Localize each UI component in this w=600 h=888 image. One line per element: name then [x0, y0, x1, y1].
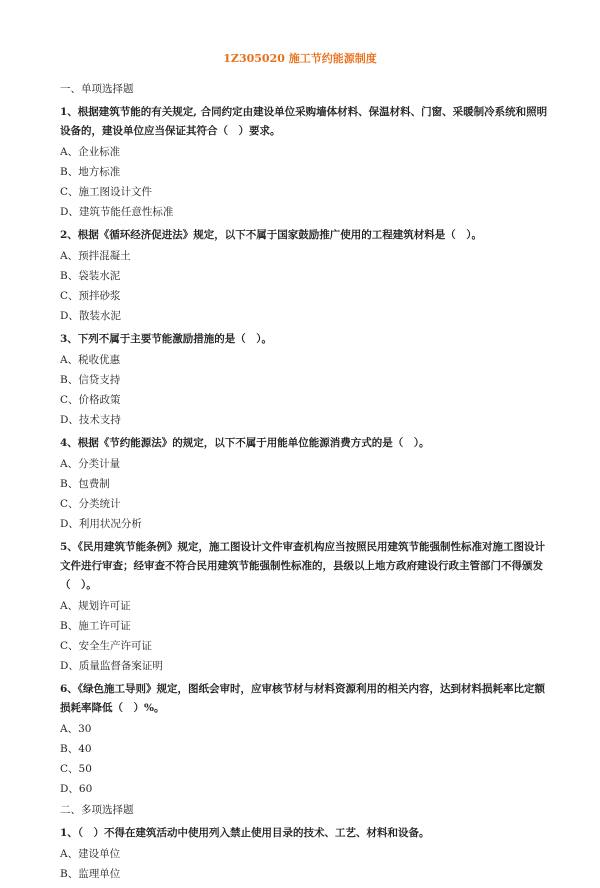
question-text: 2、根据《循环经济促进法》规定，以下不属于国家鼓励推广使用的工程建筑材料是（ ）。: [60, 229, 483, 241]
answer-option: A、预拌混凝土: [60, 250, 131, 262]
question-text: 3、下列不属于主要节能激励措施的是（ ）。: [60, 333, 273, 345]
page-title: 1Z305020 施工节约能源制度: [223, 52, 377, 65]
answer-option: A、30: [60, 723, 92, 735]
answer-option: C、价格政策: [60, 394, 121, 406]
question-text: 1、（ ）不得在建筑活动中使用列入禁止使用目录的技术、工艺、材料和设备。: [60, 827, 430, 839]
section-heading: 一、单项选择题: [60, 83, 134, 95]
answer-option: B、信贷支持: [60, 374, 121, 386]
answer-option: D、质量监督备案证明: [60, 660, 163, 672]
question-text: 5、《民用建筑节能条例》规定，施工图设计文件审查机构应当按照民用建筑节能强制性标准对施工图设计文件进行审查；经审查不符合民用建筑节能强制性标准的，县级以上地方政府建设行政主管部门不得颁发（ ）。: [60, 541, 546, 591]
answer-option: D、利用状况分析: [60, 518, 142, 530]
answer-option: B、地方标准: [60, 166, 121, 178]
answer-option: C、分类统计: [60, 498, 121, 510]
answer-option: B、施工许可证: [60, 620, 131, 632]
answer-option: D、建筑节能任意性标准: [60, 206, 174, 218]
answer-option: C、安全生产许可证: [60, 640, 153, 652]
answer-option: A、企业标准: [60, 146, 121, 158]
answer-option: A、分类计量: [60, 458, 121, 470]
answer-option: D、散装水泥: [60, 310, 121, 322]
question-text: 4、根据《节约能源法》的规定，以下不属于用能单位能源消费方式的是（ ）。: [60, 437, 430, 449]
answer-option: D、技术支持: [60, 414, 121, 426]
answer-option: C、50: [60, 763, 92, 775]
answer-option: B、40: [60, 743, 92, 755]
answer-option: B、袋装水泥: [60, 270, 121, 282]
answer-option: C、预拌砂浆: [60, 290, 121, 302]
section-heading: 二、多项选择题: [60, 804, 134, 816]
answer-option: A、建设单位: [60, 848, 121, 860]
answer-option: B、包费制: [60, 478, 110, 490]
question-text: 6、《绿色施工导则》规定，图纸会审时，应审核节材与材料资源利用的相关内容，达到材料损耗率比定额损耗率降低（ ）%。: [60, 683, 546, 714]
question-text: 1、根据建筑节能的有关规定, 合同约定由建设单位采购墙体材料、保温材料、门窗、采暖制冷系统和照明设备的，建设单位应当保证其符合（ ）要求。: [60, 106, 548, 137]
answer-option: A、规划许可证: [60, 600, 131, 612]
answer-option: A、税收优惠: [60, 354, 121, 366]
answer-option: B、监理单位: [60, 868, 121, 880]
document-body: [60, 82, 550, 888]
answer-option: D、60: [60, 783, 93, 795]
answer-option: C、施工图设计文件: [60, 186, 153, 198]
